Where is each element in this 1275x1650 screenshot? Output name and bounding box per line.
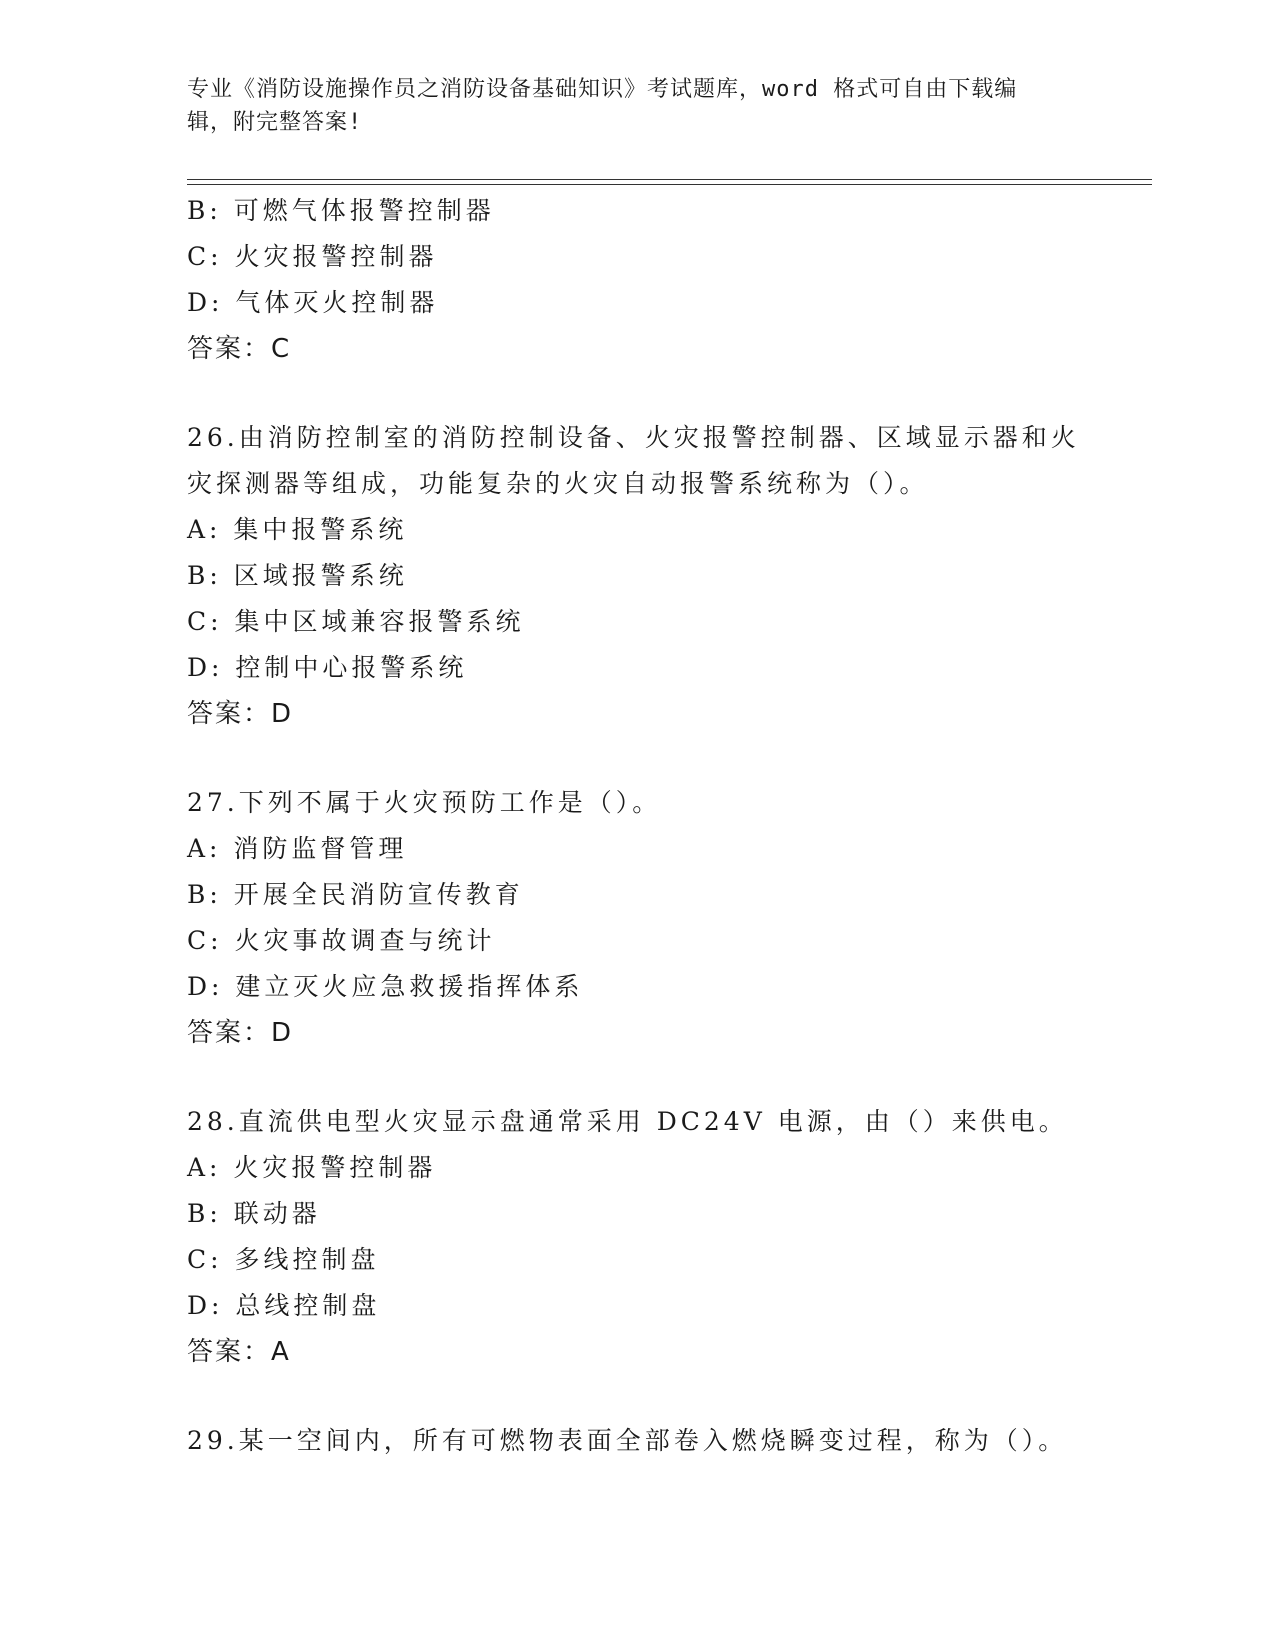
- answer-option: B: 区域报警系统: [187, 561, 408, 590]
- block-gap: [187, 1375, 1087, 1418]
- header-rule-bottom: [187, 184, 1152, 185]
- answer-option: C: 多线控制盘: [187, 1245, 380, 1274]
- answer-option: A: 消防监督管理: [187, 834, 408, 863]
- question-text-line: 29.某一空间内，所有可燃物表面全部卷入燃烧瞬变过程，称为（）。: [187, 1426, 1068, 1455]
- block-gap: [187, 1056, 1087, 1099]
- header-rule-top: [187, 179, 1152, 180]
- answer-option: A: 火灾报警控制器: [187, 1153, 437, 1182]
- answer-option: C: 火灾事故调查与统计: [187, 926, 496, 955]
- correct-answer: 答案：D: [187, 699, 294, 729]
- block-gap: [187, 372, 1087, 415]
- answer-option: D: 总线控制盘: [187, 1291, 381, 1320]
- answer-option: C: 集中区域兼容报警系统: [187, 607, 525, 636]
- correct-answer: 答案：C: [187, 334, 292, 364]
- question-block: [187, 1099, 1087, 1375]
- answer-option: D: 建立灭火应急救援指挥体系: [187, 972, 584, 1001]
- answer-option: B: 可燃气体报警控制器: [187, 196, 495, 225]
- question-block: [187, 415, 1087, 737]
- correct-answer: 答案：A: [187, 1337, 291, 1367]
- question-list: [187, 188, 1087, 1464]
- answer-option: D: 控制中心报警系统: [187, 653, 468, 682]
- answer-option: B: 联动器: [187, 1199, 321, 1228]
- answer-option: D: 气体灭火控制器: [187, 288, 439, 317]
- question-text-line: 灾探测器等组成，功能复杂的火灾自动报警系统称为（）。: [187, 469, 929, 498]
- question-text-line: 26.由消防控制室的消防控制设备、火灾报警控制器、区域显示器和火: [187, 423, 1080, 452]
- question-block: [187, 780, 1087, 1056]
- question-block: [187, 188, 1087, 372]
- answer-option: C: 火灾报警控制器: [187, 242, 438, 271]
- answer-option: A: 集中报警系统: [187, 515, 408, 544]
- question-text-line: 27.下列不属于火灾预防工作是（）。: [187, 788, 662, 817]
- question-text-line: 28.直流供电型火灾显示盘通常采用 DC24V 电源，由（）来供电。: [187, 1107, 1068, 1136]
- header-line-1: 专业《消防设施操作员之消防设备基础知识》考试题库，word 格式可自由下载编: [187, 77, 1018, 102]
- answer-option: B: 开展全民消防宣传教育: [187, 880, 524, 909]
- block-gap: [187, 737, 1087, 780]
- page-header: [187, 73, 1067, 139]
- correct-answer: 答案：D: [187, 1018, 294, 1048]
- header-line-2: 辑，附完整答案!: [187, 110, 363, 135]
- question-block: [187, 1418, 1087, 1464]
